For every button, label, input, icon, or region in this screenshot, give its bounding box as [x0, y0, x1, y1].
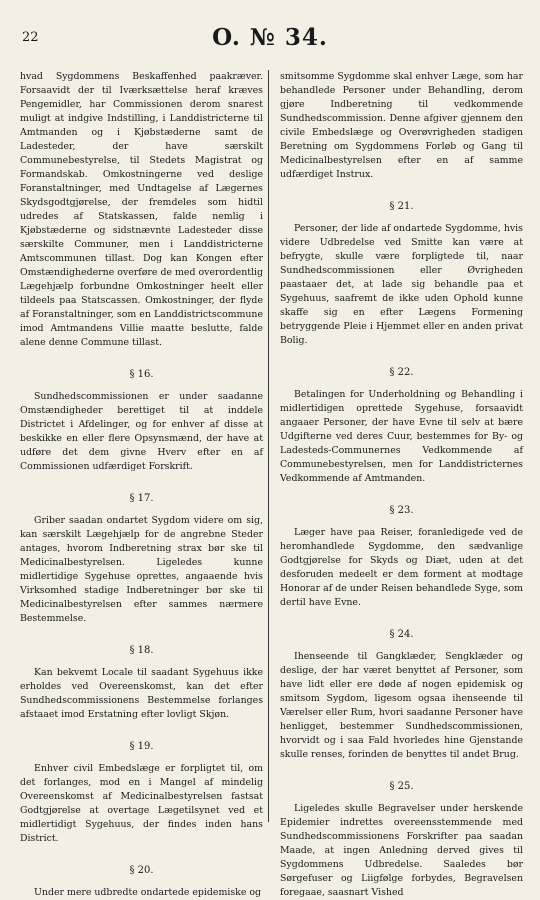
- paragraph-16: Sundhedscommissionen er under saadanne Omstændigheder berettiget til at inddele Districtet i Afdelinger, og for enhver af disse at beskikke en eller flere Opsynsmænd, der have at udføre det dem givne Hverv efter en af Commissionen udfærdiget Forskrift.: [20, 391, 263, 472]
- section-heading-19: § 19.: [129, 741, 154, 752]
- paragraph-25: Ligeledes skulle Begravelser under herskende Epidemier indrettes overeensstemmende med Sundhedscommissionens Forskrifter paa saadan Maade, at ingen Anledning derved gives til Sygdommens Udbredelse. Saaledes bør Sørgefuser og Liigfølge forbydes, Begravelsen foregaae, saasnart Vished: [280, 803, 523, 898]
- paragraph-21: Personer, der lide af ondartede Sygdomme, hvis videre Udbredelse ved Smitte kan være at befrygte, skulle være forpligtede til, naar Sundhedscommissionen eller Øvrigheden paastaaer det, at lade sig behandle paa et Sygehuus, saafremt de ikke uden Ophold kunne skaffe sig en efter Lægens Formening betryggende Pleie i Hjemmet eller en anden privat Bolig.: [280, 223, 523, 346]
- section-heading-20: § 20.: [129, 865, 154, 876]
- section-heading-17: § 17.: [129, 493, 154, 504]
- section-heading-16: § 16.: [129, 369, 154, 380]
- section-heading-23: § 23.: [389, 505, 414, 516]
- left-column: [20, 70, 263, 900]
- column-divider: [268, 70, 269, 822]
- right-column: [280, 70, 523, 900]
- paragraph-continued-right: smitsomme Sygdomme skal enhver Læge, som har behandlede Personer under Behandling, derom gjøre Indberetning til vedkommende Sundhedscommission. Denne afgiver gjennem den civile Embedslæge og Overøvrigheden stadigen Beretning om Sygdommens Forløb og Gang til Medicinalbestyrelsen efter en af samme udfærdiget Instrux.: [280, 71, 523, 180]
- paragraph-20: Under mere udbredte ondartede epidemiske og: [34, 887, 262, 898]
- page-title: O. № 34.: [212, 24, 328, 51]
- paragraph-24: Ihenseende til Gangklæder, Sengklæder og deslige, der har været benyttet af Personer, som have lidt eller ere døde af nogen epidemisk og smitsom Sygdom, ligesom ogsaa ihenseende til Værelser eller Rum, hvori saadanne Personer have henligget, bestemmer Sundhedscommissionen, hvorvidt og i saa Fald hvorledes hine Gjenstande skulle renses, forinden de benyttes til andet Brug.: [280, 651, 523, 760]
- page-number: 22: [22, 30, 39, 45]
- section-heading-25: § 25.: [389, 781, 414, 792]
- paragraph-19: Enhver civil Embedslæge er forpligtet til, om det forlanges, mod en i Mangel af mindelig Overeenskomst af Medicinalbestyrelsen fastsat Godtgjørelse at overtage Lægetilsynet ved et midlertidigt Sygehuus, der findes inden hans District.: [20, 763, 263, 844]
- paragraph-22: Betalingen for Underholdning og Behandling i midlertidigen oprettede Sygehuse, forsaavidt angaaer Personer, der have Evne til selv at bære Udgifterne ved deres Cuur, bestemmes for By- og Ladesteds-Communernes Vedkommende af Communebestyrelsen, men for Landdistricternes Vedkommende af Amtmanden.: [280, 389, 523, 484]
- section-heading-22: § 22.: [389, 367, 414, 378]
- section-heading-18: § 18.: [129, 645, 154, 656]
- paragraph-18: Kan bekvemt Locale til saadant Sygehuus ikke erholdes ved Overeenskomst, kan det efter Sundhedscommissionens Bestemmelse forlanges afstaaet imod Erstatning efter lovligt Skjøn.: [20, 667, 263, 720]
- section-heading-24: § 24.: [389, 629, 414, 640]
- section-heading-21: § 21.: [389, 201, 414, 212]
- paragraph-17: Griber saadan ondartet Sygdom videre om sig, kan særskilt Lægehjælp for de angrebne Steder antages, hvorom Indberetning strax bør ske til Medicinalbestyrelsen. Ligeledes kunne midlertidige Sygehuse oprettes, angaaende hvis Virksomhed stadige Indberetninger bør ske til Medicinalbestyrelsen efter sammes nærmere Bestemmelse.: [20, 515, 263, 624]
- paragraph-continued: hvad Sygdommens Beskaffenhed paakræver. Forsaavidt der til Iværksættelse heraf kræves Pengemidler, har Commissionen derom snarest muligt at indgive Indstilling, i Landdistricterne til Amtmanden og i Kjøbstæderne samt de Ladesteder, der have særskilt Communebestyrelse, til Stedets Magistrat og Formandskab. Omkostningerne ved deslige Foranstaltninger, med Undtagelse af Lægernes Skydsgodtgjørelse, der fremdeles som hidtil udredes af Statskassen, falde nemlig i Kjøbstæderne og sidstnævnte Ladesteder disse særskilte Communer, men i Landdistricterne Amtscommunen tillast. Dog kan Kongen efter Omstændighederne overføre de med overordentlig Lægehjælp forbundne Omkostninger heelt eller tildeels paa Statscassen. Omkostninger, der flyde af Foranstaltninger, som en Landdistrictscommune imod Amtmandens Villie maatte beslutte, falde alene denne Commune tillast.: [20, 71, 263, 348]
- paragraph-23: Læger have paa Reiser, foranledigede ved de heromhandlede Sygdomme, den sædvanlige Godtgjørelse for Skyds og Diæt, uden at det desforuden medeelt er dem forment at modtage Honorar af de under Reisen behandlede Syge, som dertil have Evne.: [280, 527, 523, 608]
